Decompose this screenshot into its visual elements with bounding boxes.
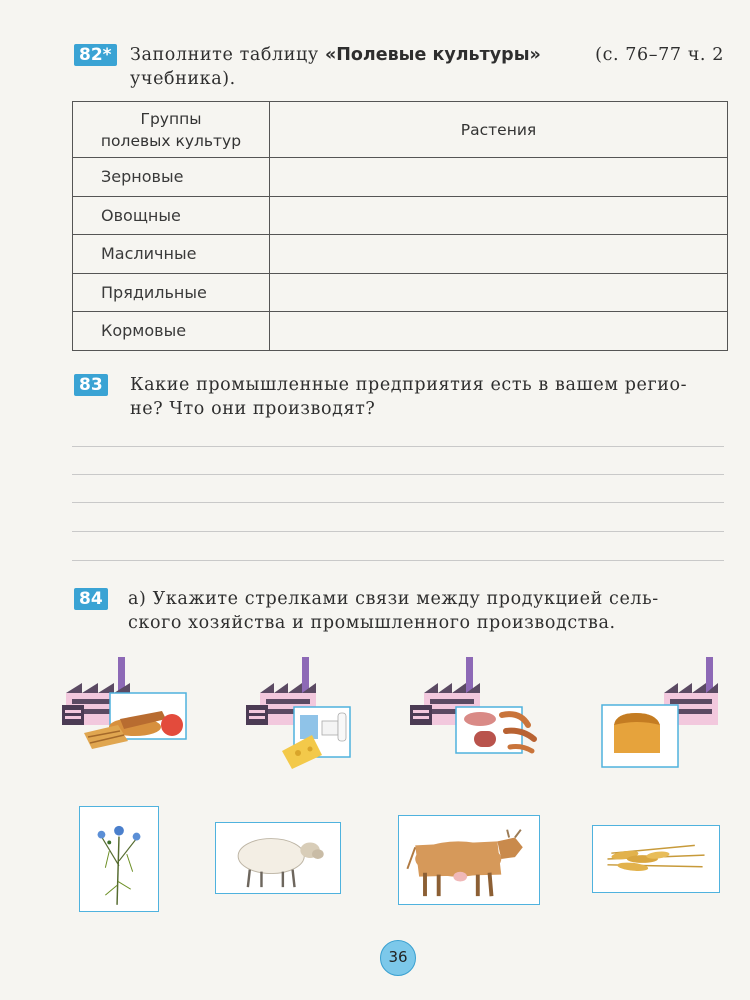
row-label: Зерновые: [73, 158, 270, 197]
sheep-icon[interactable]: [215, 822, 341, 894]
page-number: 36: [380, 940, 416, 976]
answer-line[interactable]: [72, 560, 724, 561]
task-number-84: 84: [74, 588, 108, 610]
task-83-line1: Какие промышленные предприятия есть в вашем регио-: [130, 375, 688, 395]
header-groups-line2: полевых культур: [100, 131, 242, 150]
task-number-83: 83: [74, 374, 108, 396]
factory-dairy-icon[interactable]: [246, 655, 356, 780]
answer-line[interactable]: [72, 531, 724, 532]
row-answer-cell[interactable]: [270, 235, 728, 274]
factory-meat-icon[interactable]: [410, 655, 545, 760]
table-row: [73, 273, 728, 312]
answer-line[interactable]: [72, 502, 724, 503]
flax-plant-icon[interactable]: [79, 806, 159, 912]
factory-bakery-icon[interactable]: [62, 655, 217, 770]
table-row: [73, 196, 728, 235]
task-82-text-line2: учебника).: [130, 69, 236, 89]
wheat-icon[interactable]: [592, 825, 720, 893]
table-row: [73, 312, 728, 351]
header-plants: Растения: [270, 102, 728, 158]
task-number-82: 82*: [74, 44, 117, 66]
table-row: [73, 158, 728, 197]
table-header-row: [73, 102, 728, 158]
task-82-text-post: (с. 76–77 ч. 2: [595, 45, 724, 65]
answer-line[interactable]: [72, 446, 724, 447]
cow-icon[interactable]: [398, 815, 540, 905]
row-label: Прядильные: [73, 273, 270, 312]
task-83-line2: не? Что они производят?: [130, 399, 376, 419]
header-groups-line1: Группы: [140, 109, 202, 128]
task-82-text-pre: Заполните таблицу: [130, 45, 325, 65]
task-84-line2: ского хозяйства и промышленного производства.: [128, 613, 616, 633]
row-label: Кормовые: [73, 312, 270, 351]
answer-line[interactable]: [72, 474, 724, 475]
task-82-text: [130, 43, 730, 91]
table-row: [73, 235, 728, 274]
table-title: «Полевые культуры»: [324, 45, 541, 65]
task-84-text: [128, 587, 732, 635]
row-label: Масличные: [73, 235, 270, 274]
task-84-line1: а) Укажите стрелками связи между продукцией сель-: [128, 589, 659, 609]
row-answer-cell[interactable]: [270, 158, 728, 197]
row-answer-cell[interactable]: [270, 273, 728, 312]
row-answer-cell[interactable]: [270, 196, 728, 235]
crops-table: [72, 101, 728, 351]
header-groups: [73, 102, 270, 158]
row-answer-cell[interactable]: [270, 312, 728, 351]
row-label: Овощные: [73, 196, 270, 235]
task-83-text: [130, 373, 730, 421]
factory-bread-icon[interactable]: [598, 655, 723, 770]
